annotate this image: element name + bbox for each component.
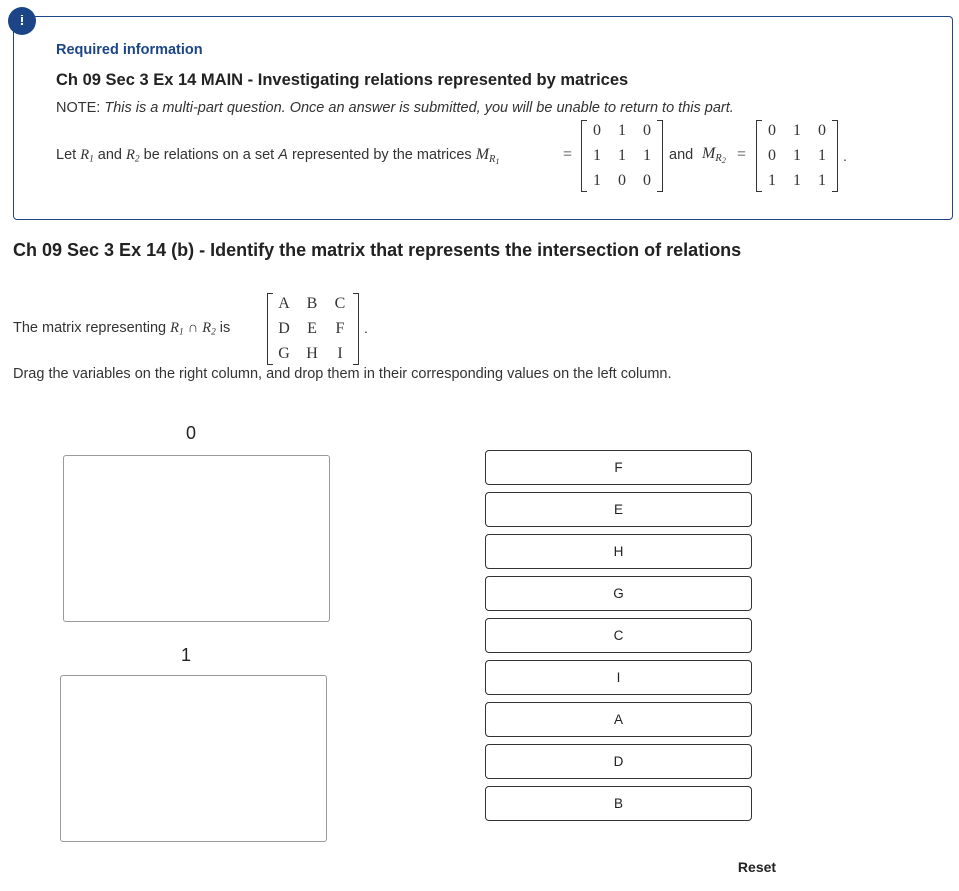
matrix-cell: I — [337, 345, 343, 362]
relations-statement — [56, 146, 500, 166]
and-word-2: and — [669, 147, 694, 163]
note-line — [56, 100, 734, 116]
r2-symbol: $R_2$ — [202, 320, 216, 338]
matrix-cell: D — [278, 320, 290, 337]
matrix-bracket-left — [756, 120, 762, 192]
matrix-m-r2 — [756, 120, 838, 192]
m-r2-symbol: $M_{R_2}$ — [702, 145, 726, 165]
drag-item-c[interactable]: C — [485, 618, 752, 653]
reset-button[interactable]: Reset — [730, 857, 784, 877]
m-r1-symbol: $M_{R_1}$ — [475, 146, 500, 166]
equals-sign-1: = — [563, 146, 573, 163]
note-prefix: NOTE: — [56, 100, 101, 116]
and-word: and — [97, 147, 122, 163]
be-relations-text: be relations on a set — [143, 147, 275, 163]
matrix-cell: 1 — [818, 172, 826, 189]
intersection-statement — [13, 320, 230, 337]
r1-symbol: $R_1$ — [170, 320, 184, 338]
matrix-cell: 0 — [593, 122, 601, 139]
r2-symbol: $R_2$ — [126, 147, 140, 165]
matrix-cell: E — [307, 320, 317, 337]
matrix-bracket-right — [353, 293, 359, 365]
intersect-symbol: ∩ — [187, 320, 199, 336]
drop-zone-0[interactable] — [63, 455, 330, 622]
drag-item-i[interactable]: I — [485, 660, 752, 695]
matrix-cell: 1 — [793, 122, 801, 139]
drag-item-f[interactable]: F — [485, 450, 752, 485]
drag-item-d[interactable]: D — [485, 744, 752, 779]
matrix-cell: H — [306, 345, 318, 362]
main-question-title: Ch 09 Sec 3 Ex 14 MAIN - Investigating relations represented by matrices — [56, 71, 629, 89]
matrix-bracket-left — [581, 120, 587, 192]
represented-by-text: represented by the matrices — [291, 147, 472, 163]
matrix-bracket-left — [267, 293, 273, 365]
drag-item-b[interactable]: B — [485, 786, 752, 821]
matrix-bracket-right — [657, 120, 663, 192]
matrix-cell: 0 — [643, 172, 651, 189]
r1-symbol: $R_1$ — [80, 147, 94, 165]
matrix-line-prefix: The matrix representing — [13, 320, 167, 336]
is-word: is — [219, 320, 231, 336]
drag-item-e[interactable]: E — [485, 492, 752, 527]
matrix-cell: A — [278, 295, 290, 312]
matrix-cell: 1 — [793, 172, 801, 189]
matrix-cell: 0 — [618, 172, 626, 189]
matrix-cell: B — [306, 295, 318, 312]
drop-target-label-1: 1 — [181, 645, 192, 665]
matrix-cell: 1 — [618, 122, 626, 139]
part-b-title: Ch 09 Sec 3 Ex 14 (b) - Identify the matrix that represents the intersection of relations — [13, 240, 742, 260]
required-info-label: Required information — [56, 42, 203, 58]
drag-item-h[interactable]: H — [485, 534, 752, 569]
matrix-cell: 1 — [768, 172, 776, 189]
drop-target-label-0: 0 — [186, 423, 197, 443]
matrix-cell: 0 — [818, 122, 826, 139]
matrix-cell: 1 — [793, 147, 801, 164]
matrix-cell: F — [335, 320, 345, 337]
variable-matrix — [267, 293, 359, 365]
equals-sign-2: = — [737, 146, 747, 163]
matrix-cell: 1 — [593, 172, 601, 189]
matrix-cell: C — [334, 295, 346, 312]
note-text: This is a multi-part question. Once an answer is submitted, you will be unable to return to this part. — [104, 100, 734, 116]
matrix-cell: 1 — [818, 147, 826, 164]
drag-item-a[interactable]: A — [485, 702, 752, 737]
statement-period: . — [843, 148, 847, 164]
matrix-cell: 1 — [643, 147, 651, 164]
matrix-bracket-right — [832, 120, 838, 192]
matrix-cell: G — [278, 345, 290, 362]
drag-instructions: Drag the variables on the right column, and drop them in their corresponding values on the left column. — [13, 366, 672, 382]
matrix-cell: 0 — [643, 122, 651, 139]
matrix-m-r1 — [581, 120, 663, 192]
drag-item-g[interactable]: G — [485, 576, 752, 611]
alert-icon: ! — [8, 7, 36, 35]
matrix-line-period: . — [364, 320, 368, 336]
matrix-cell: 0 — [768, 122, 776, 139]
matrix-cell: 0 — [768, 147, 776, 164]
let-word: Let — [56, 147, 77, 163]
matrix-cell: 1 — [618, 147, 626, 164]
drop-zone-1[interactable] — [60, 675, 327, 842]
matrix-cell: 1 — [593, 147, 601, 164]
set-a-symbol: A — [278, 147, 288, 163]
